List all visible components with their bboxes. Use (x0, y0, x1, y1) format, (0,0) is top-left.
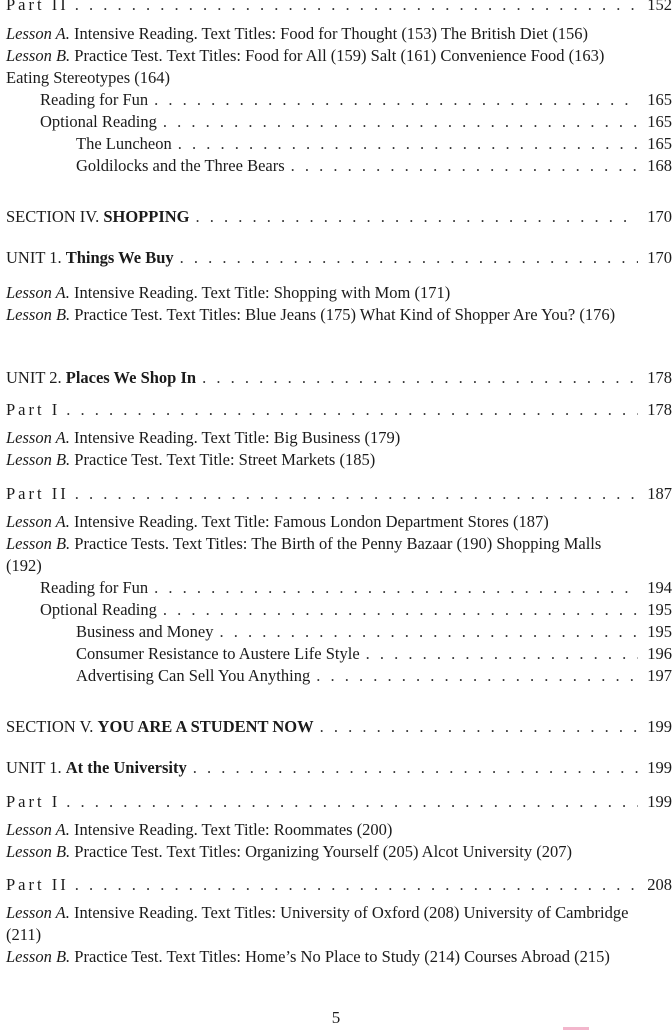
toc-page-number: 187 (647, 484, 672, 503)
toc-entry-label (6, 247, 174, 269)
leader-dots (291, 155, 638, 177)
leader-dots (75, 0, 638, 16)
highlight-mark (563, 1027, 589, 1030)
toc-page-number: 197 (647, 666, 672, 685)
toc-entry-label (6, 206, 190, 228)
section-prefix: SECTION IV. (6, 207, 104, 226)
toc-entry-label: Reading for Fun (40, 578, 149, 597)
leader-dots (320, 716, 638, 738)
toc-entry-part-i (6, 791, 672, 813)
section-prefix: SECTION V. (6, 717, 98, 736)
toc-entry-unit-at-the-university (6, 757, 672, 779)
lesson-tag: Lesson B. (6, 305, 71, 324)
lesson-text: Practice Test. Text Titles: Blue Jeans (175) What Kind of Shopper Are You? (176) (70, 305, 616, 324)
toc-page-number: 178 (647, 400, 672, 419)
toc-entry-reading-for-fun (40, 89, 672, 111)
toc-entry-label: Optional Reading (40, 112, 157, 131)
toc-entry-label: Part I (6, 792, 61, 811)
toc-entry-label: Part II (6, 484, 69, 503)
lesson-text: Practice Tests. Text Titles: The Birth of the Penny Bazaar (190) Shopping Malls (192) (6, 534, 602, 575)
toc-entry-label: Reading for Fun (40, 90, 149, 109)
lesson-tag: Lesson A. (6, 24, 70, 43)
lesson-a-line (6, 282, 632, 304)
toc-entry-part-ii (6, 0, 672, 16)
toc-entry-label (6, 716, 314, 738)
toc-entry-business-and-money (76, 621, 672, 643)
lesson-a-line (6, 902, 632, 946)
lesson-a-line (6, 819, 632, 841)
leader-dots (316, 665, 638, 687)
leader-dots (163, 599, 638, 621)
toc-entry-label: Business and Money (76, 622, 214, 641)
lesson-tag: Lesson A. (6, 512, 70, 531)
leader-dots (66, 791, 638, 813)
toc-page-number: 195 (647, 600, 672, 619)
toc-entry-label: The Luncheon (76, 134, 172, 153)
toc-page-number: 178 (647, 368, 672, 387)
lesson-block (6, 427, 632, 471)
section-title: YOU ARE A STUDENT NOW (97, 717, 314, 736)
section-title: SHOPPING (103, 207, 190, 226)
lesson-tag: Lesson A. (6, 428, 70, 447)
lesson-text: Intensive Reading. Text Titles: University of Oxford (208) University of Cambridge (211) (6, 903, 629, 944)
toc-entry-label: Optional Reading (40, 600, 157, 619)
toc-page-number: 168 (647, 156, 672, 175)
leader-dots (154, 577, 638, 599)
lesson-text: Intensive Reading. Text Title: Shopping with Mom (171) (69, 283, 451, 302)
lesson-text: Intensive Reading. Text Title: Roommates (200) (69, 820, 393, 839)
toc-page-number: 199 (647, 717, 672, 736)
lesson-b-line (6, 841, 632, 863)
toc-entry-section-iv (6, 206, 672, 228)
unit-title: At the University (65, 758, 187, 777)
toc-page-number: 194 (647, 578, 672, 597)
lesson-tag: Lesson B. (6, 450, 71, 469)
toc-entry-label: Part I (6, 400, 61, 419)
toc-entry-label: Consumer Resistance to Austere Life Style (76, 644, 360, 663)
lesson-text: Practice Test. Text Title: Street Markets (185) (70, 450, 376, 469)
lesson-tag: Lesson B. (6, 534, 71, 553)
toc-page-number: 165 (647, 112, 672, 131)
toc-page-number: 152 (647, 0, 672, 14)
toc-page-number: 195 (647, 622, 672, 641)
leader-dots (75, 874, 638, 896)
toc-entry-label (6, 757, 187, 779)
toc-entry-label: Goldilocks and the Three Bears (76, 156, 285, 175)
toc-page-number: 199 (647, 792, 672, 811)
lesson-tag: Lesson A. (6, 820, 70, 839)
toc-entry-reading-for-fun (40, 577, 672, 599)
toc-page-number: 208 (647, 875, 672, 894)
unit-prefix: UNIT 2. (6, 368, 66, 387)
lesson-b-line (6, 45, 632, 89)
lesson-block (6, 282, 632, 326)
leader-dots (154, 89, 638, 111)
lesson-b-line (6, 946, 632, 968)
lesson-block (6, 23, 632, 89)
lesson-tag: Lesson B. (6, 947, 71, 966)
lesson-block (6, 511, 632, 577)
lesson-a-line (6, 511, 632, 533)
lesson-tag: Lesson B. (6, 842, 71, 861)
toc-entry-label (6, 367, 196, 389)
lesson-b-line (6, 449, 632, 471)
leader-dots (196, 206, 638, 228)
lesson-text: Intensive Reading. Text Title: Famous London Department Stores (187) (69, 512, 549, 531)
leader-dots (366, 643, 638, 665)
leader-dots (220, 621, 639, 643)
unit-prefix: UNIT 1. (6, 758, 66, 777)
toc-page-number: 170 (647, 248, 672, 267)
leader-dots (193, 757, 638, 779)
toc-entry-label: Part II (6, 875, 69, 894)
toc-entry-label: Part II (6, 0, 69, 14)
lesson-b-line (6, 533, 632, 577)
leader-dots (178, 133, 638, 155)
unit-title: Things We Buy (65, 248, 174, 267)
lesson-text: Practice Test. Text Titles: Food for All (159) Salt (161) Convenience Food (163) Eating Stereotypes (164) (6, 46, 605, 87)
toc-entry-goldilocks (76, 155, 672, 177)
toc-page-number: 165 (647, 90, 672, 109)
lesson-tag: Lesson B. (6, 46, 71, 65)
toc-entry-the-luncheon (76, 133, 672, 155)
lesson-tag: Lesson A. (6, 283, 70, 302)
lesson-text: Practice Test. Text Titles: Home’s No Place to Study (214) Courses Abroad (215) (70, 947, 610, 966)
lesson-tag: Lesson A. (6, 903, 70, 922)
unit-prefix: UNIT 1. (6, 248, 66, 267)
toc-entry-part-ii (6, 483, 672, 505)
leader-dots (66, 399, 638, 421)
toc-page-number: 165 (647, 134, 672, 153)
lesson-a-line (6, 23, 632, 45)
lesson-text: Practice Test. Text Titles: Organizing Yourself (205) Alcot University (207) (70, 842, 572, 861)
page-number: 5 (331, 1008, 341, 1027)
toc-entry-unit-places-we-shop-in (6, 367, 672, 389)
toc-entry-optional-reading (40, 599, 672, 621)
leader-dots (202, 367, 638, 389)
unit-title: Places We Shop In (65, 368, 197, 387)
toc-entry-optional-reading (40, 111, 672, 133)
toc-page-number: 199 (647, 758, 672, 777)
leader-dots (180, 247, 638, 269)
lesson-text: Intensive Reading. Text Titles: Food for Thought (153) The British Diet (156) (69, 24, 588, 43)
leader-dots (163, 111, 638, 133)
toc-entry-advertising (76, 665, 672, 687)
toc-entry-section-v (6, 716, 672, 738)
lesson-b-line (6, 304, 632, 326)
lesson-text: Intensive Reading. Text Title: Big Business (179) (69, 428, 401, 447)
lesson-a-line (6, 427, 632, 449)
toc-entry-consumer-resistance (76, 643, 672, 665)
toc-entry-label: Advertising Can Sell You Anything (76, 666, 311, 685)
lesson-block (6, 902, 632, 968)
toc-entry-unit-things-we-buy (6, 247, 672, 269)
toc-entry-part-i (6, 399, 672, 421)
lesson-block (6, 819, 632, 863)
toc-entry-part-ii (6, 874, 672, 896)
leader-dots (75, 483, 638, 505)
toc-page-number: 170 (647, 207, 672, 226)
toc-page-number: 196 (647, 644, 672, 663)
